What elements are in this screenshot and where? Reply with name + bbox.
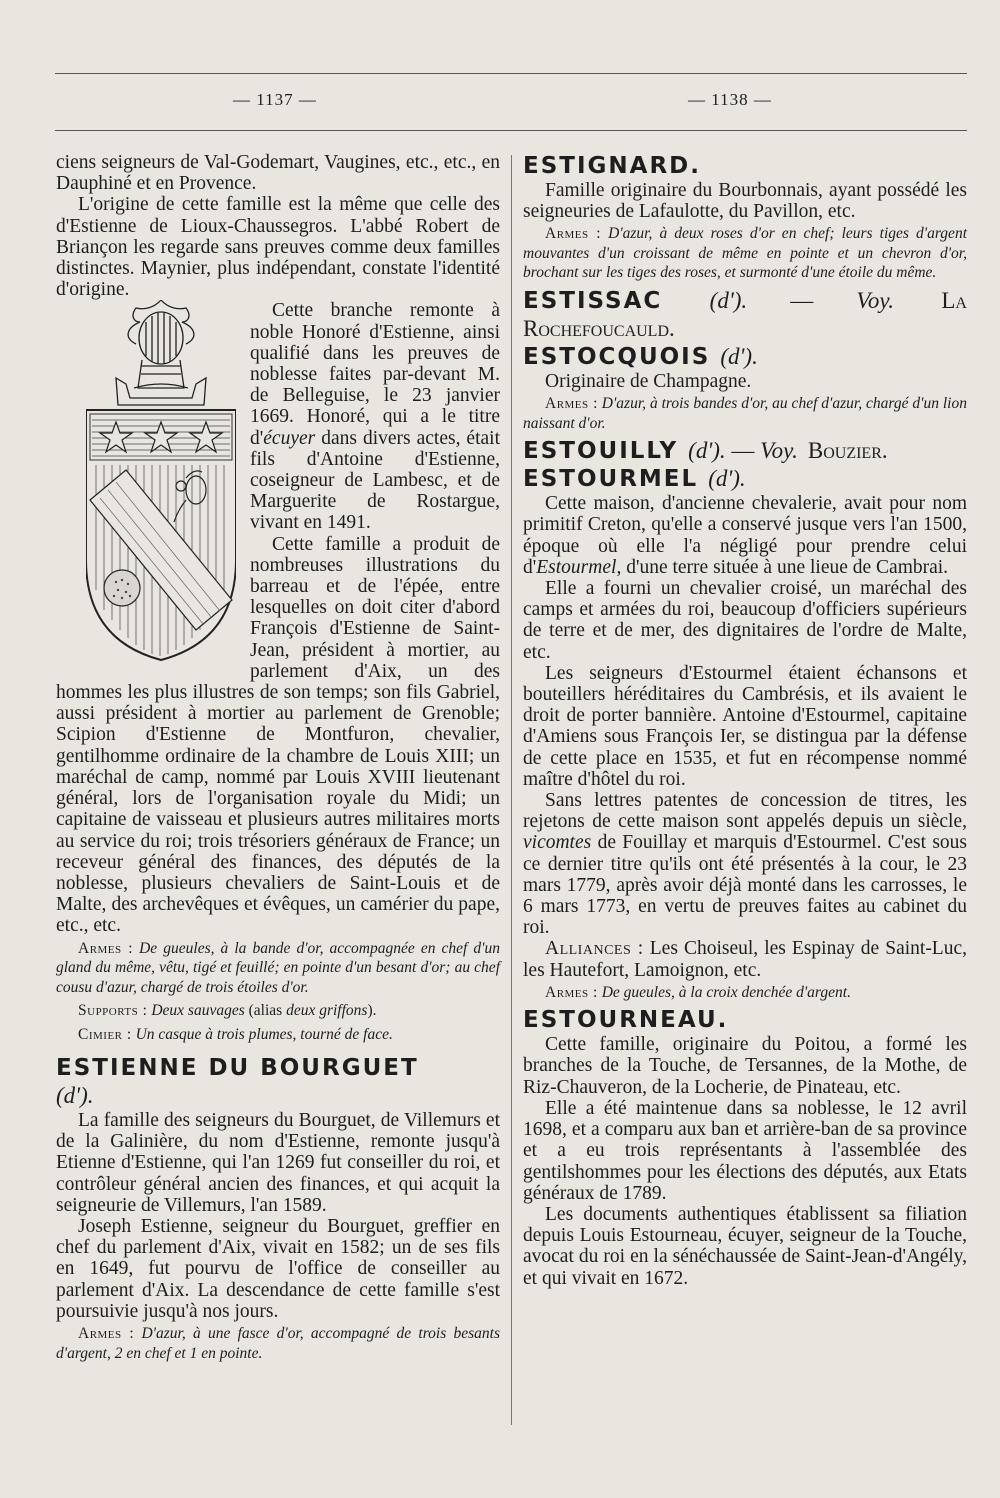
armes-line: Armes : D'azur, à une fasce d'or, accompagné de trois besants d'argent, 2 en chef et 1 en pointe. <box>56 1325 500 1362</box>
page-number-right: — 1138 — <box>688 90 772 109</box>
entry-heading: ESTISSAC (d'). — Voy. La Rochefoucauld. <box>523 287 967 341</box>
paragraph: L'origine de cette famille est la même que celle des d'Estienne de Lioux-Chaussegros. L'abbé Robert de Briançon les regarde sans preuves comme deux familles distinctes. Maynier, plus indépendant, constate l'identité d'origine. <box>56 194 500 301</box>
entry-heading: ESTOURMEL (d'). <box>523 466 746 493</box>
entry-heading: ESTOURNEAU. <box>523 1007 729 1034</box>
paragraph: Cette branche remonte à noble Honoré d'Estienne, ainsi qualifié dans les preuves de noblesse faites par-devant M. de Belleguise, le 23 janvier 1669. Honoré, qui a le titre d'écuyer dans divers actes, était fils d'Antoine d'Estienne, coseigneur de Lambesc, et de Marguerite de Rostargue, vivant en 1491. <box>250 300 500 534</box>
paragraph: Originaire de Champagne. <box>545 370 752 392</box>
armes-line: Armes : De gueules, à la croix denchée d'argent. <box>545 983 851 1001</box>
paragraph: Cette famille, originaire du Poitou, a formé les branches de la Touche, de Tersannes, de la Mothe, de Riz-Chauveron, de la Locherie, de Pinateau, etc. <box>523 1034 967 1098</box>
right-column <box>523 152 967 1289</box>
coat-of-arms-icon <box>86 300 236 662</box>
armes-line: Armes : De gueules, à la bande d'or, accompagnée en chef d'un gland du même, vêtu, tigé et feuillé; en pointe d'un besant d'or; au chef cousu d'azur, chargé de trois étoiles d'or. <box>56 939 500 996</box>
paragraph: ciens seigneurs de Val-Godemart, Vaugines, etc., etc., en Dauphiné et en Provence. <box>56 152 500 195</box>
paragraph: Elle a été maintenue dans sa noblesse, le 12 avril 1698, et a comparu aux ban et arrière-ban de sa province et a eu trois représentants à l'assemblée des gentilshommes pour les élections des députés, aux Etats généraux de 1789. <box>523 1097 967 1204</box>
paragraph: Joseph Estienne, seigneur du Bourguet, greffier en chef du parlement d'Aix, vivait en 1582; un de ses fils en 1649, fut pourvu de l'office de conseiller au parlement d'Aix. La descendance de cette famille s'est poursuivie jusqu'à nos jours. <box>56 1216 500 1322</box>
entry-heading: ESTOUILLY (d'). — Voy. Bouzier. <box>523 438 888 465</box>
cimier-line: Cimier : Un casque à trois plumes, tourné de face. <box>78 1025 393 1043</box>
armes-line: Armes : D'azur, à trois bandes d'or, au chef d'azur, chargé d'un lion naissant d'or. <box>523 395 967 432</box>
paragraph: Sans lettres patentes de concession de titres, les rejetons de cette maison sont appelés depuis un siècle, vicomtes de Fouillay et marquis d'Estourmel. C'est sous ce dernier titre qu'ils ont été présentés à la cour, le 23 mars 1779, après avoir déjà monté dans les carrosses, le 6 mars 1773, en vertu de preuves faites au cabinet du roi. <box>523 789 967 939</box>
top-rule <box>55 73 967 74</box>
supports-line: Supports : Deux sauvages (alias deux griffons). <box>78 1002 377 1020</box>
paragraph: Famille originaire du Bourbonnais, ayant possédé les seigneuries de Lafaulotte, du Pavillon, etc. <box>523 180 967 223</box>
paragraph: Les documents authentiques établissent sa filiation depuis Louis Estourneau, écuyer, seigneur de la Touche, avocat du roi en la sénéchaussée de Saint-Jean-d'Angély, et qui vivait en 1672. <box>523 1203 967 1289</box>
left-column <box>56 152 500 1367</box>
column-divider <box>511 155 512 1425</box>
armes-line: Armes : D'azur, à deux roses d'or en chef; leurs tiges d'argent mouvantes d'un croissant de même en pointe et un chevron d'or, brochant sur les tiges des roses, et surmonté d'une étoile du même. <box>523 225 967 282</box>
paragraph: La famille des seigneurs du Bourguet, de Villemurs et de la Galinière, du nom d'Estienne, remonte jusqu'à Etienne d'Estienne, qui l'an 1269 fut conseiller du roi, et contrôleur général ancien des finances, et qui acquit la seigneurie de Villemurs, l'an 1589. <box>56 1110 500 1216</box>
paragraph: Les seigneurs d'Estourmel étaient échansons et bouteillers héréditaires du Cambrésis, et ils avaient le droit de porter bannière. Antoine d'Estourmel, capitaine d'Amiens sous François Ier, se distingua par la défense de cette place en 1535, et fut en récompense nommé maître d'hôtel du roi. <box>523 662 967 790</box>
alliances-line: Alliances : Les Choiseul, les Espinay de Saint-Luc, les Hautefort, Lamoignon, etc. <box>523 938 968 981</box>
page-number-left: — 1137 — <box>233 90 317 109</box>
entry-heading: ESTOCQUOIS (d'). <box>523 343 758 370</box>
paragraph: Cette famille a produit de nombreuses illustrations du barreau et de l'épée, entre lesquelles on doit citer d'abord François d'Estienne de Saint-Jean, président à mortier, au parlement d'Aix, un des hommes les plus illustres de son temps; son fils Gabriel, aussi président à mortier au parlement de Grenoble; Scipion d'Estienne de Montfuron, chevalier, gentilhomme ordinaire de la chambre de Louis XIII; un maréchal de camp, nommé par Louis XVIII lieutenant général, lors de l'organisation royale du Midi; un capitaine de vaisseau et plusieurs autres militaires morts au service du roi; trois trésoriers généraux de France; un receveur général des finances, des députés de la noblesse, plusieurs chevaliers de Saint-Louis et de Malte, des archevêques et évêques, un camérier du pape, etc., etc. <box>56 533 500 937</box>
entry-heading: ESTIGNARD. <box>523 153 701 179</box>
header-rule <box>55 130 967 131</box>
entry-heading: ESTIENNE DU BOURGUET (d'). <box>56 1055 419 1109</box>
paragraph: Elle a fourni un chevalier croisé, un maréchal des camps et armées du roi, beaucoup d'officiers supérieurs de terre et de mer, des dignitaires de l'ordre de Malte, etc. <box>523 577 967 663</box>
paragraph: Cette maison, d'ancienne chevalerie, avait pour nom primitif Creton, qu'elle a conservé jusque vers l'an 1500, époque où elle l'a négligé pour prendre celui d'Estourmel, d'une terre située à une lieue de Cambrai. <box>523 493 967 578</box>
